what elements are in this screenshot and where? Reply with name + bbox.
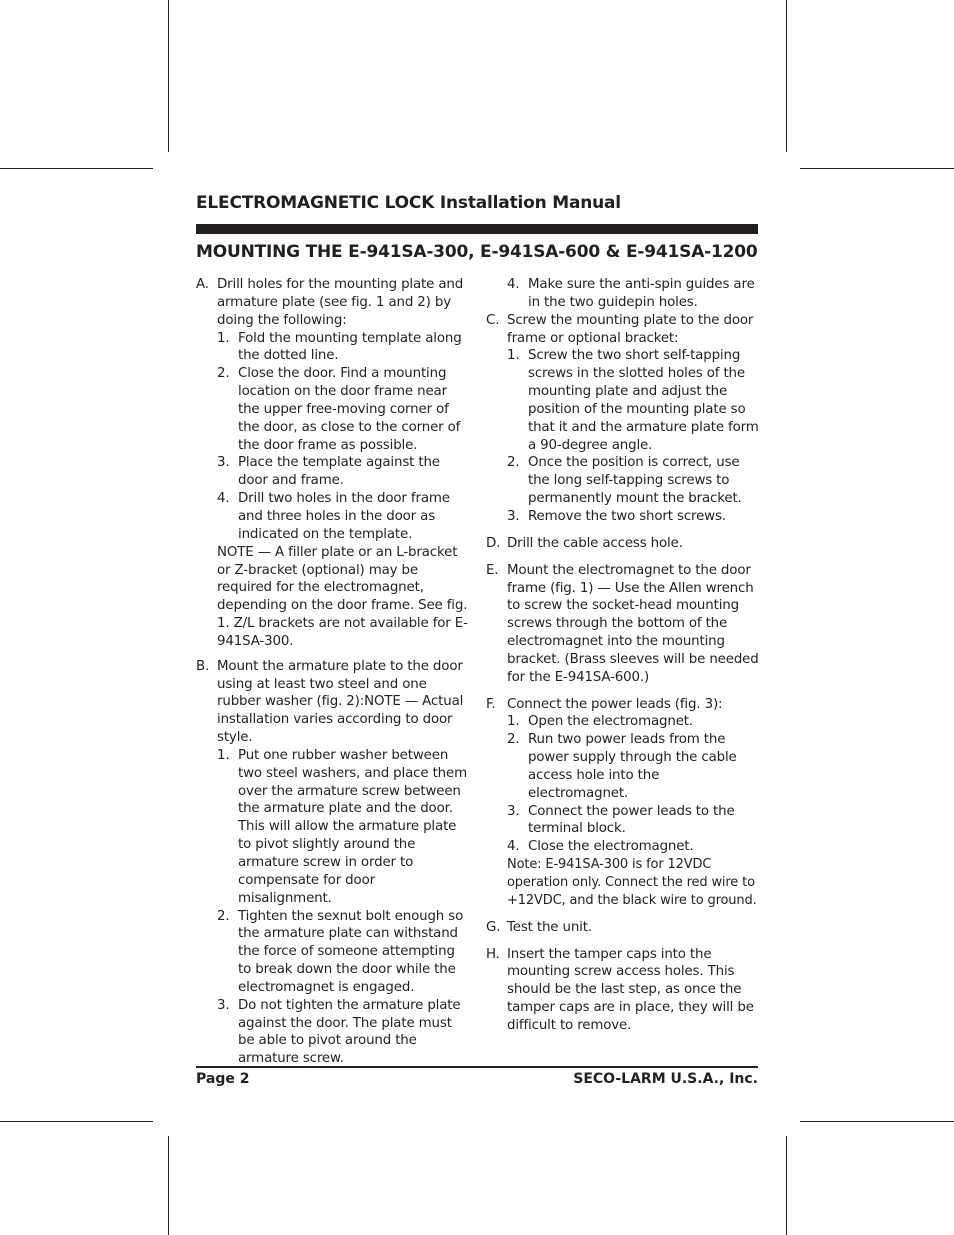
substep-label: 3. bbox=[217, 997, 230, 1013]
step-label: C. bbox=[486, 312, 500, 328]
substep-text: Close the electromagnet. bbox=[528, 839, 694, 855]
step-text: Insert the tamper caps into the mounting screw access holes. This should be the last step, as once the tamper caps are in place, they will be difficult to remove. bbox=[507, 946, 754, 1033]
step-text: Drill holes for the mounting plate and armature plate (see fig. 1 and 2) by doing the following: bbox=[217, 277, 464, 328]
substep-label: 2. bbox=[507, 455, 520, 471]
substep-label: 1. bbox=[217, 747, 230, 763]
crop-mark bbox=[168, 0, 169, 152]
crop-mark bbox=[786, 1136, 787, 1235]
substep bbox=[507, 347, 760, 454]
substep-text: Close the door. Find a mounting location on the door frame near the upper free-moving corner of the door, as close to the corner of the door frame as possible. bbox=[238, 366, 461, 453]
substep-label: 2. bbox=[217, 366, 230, 382]
step-d bbox=[486, 535, 760, 553]
substep bbox=[217, 330, 472, 366]
step-label: A. bbox=[196, 277, 209, 292]
substep-label: 2. bbox=[217, 908, 230, 924]
step-text: Mount the electromagnet to the door frame (fig. 1) — Use the Allen wrench to screw the socket-head mounting screws through the bottom of the electromagnet into the mounting bracket. (Brass sleeves will be needed for the E-941SA-600.) bbox=[507, 562, 759, 685]
step-f bbox=[486, 696, 760, 910]
step-label: F. bbox=[486, 696, 496, 712]
substep bbox=[507, 454, 760, 508]
substep-text: Tighten the sexnut bolt enough so the armature plate can withstand the force of someone attempting to break down the door while the electromagnet is engaged. bbox=[238, 908, 464, 995]
crop-mark bbox=[168, 1136, 169, 1235]
step-label: E. bbox=[486, 562, 499, 578]
substep-text: Drill two holes in the door frame and three holes in the door as indicated on the template. bbox=[238, 491, 450, 542]
step-note: NOTE — A filler plate or an L-bracket or Z-bracket (optional) may be required for the electromagnet, depending on the door frame. See fig. 1. Z/L brackets are not available for E-941SA-300. bbox=[217, 544, 468, 649]
step-e bbox=[486, 562, 760, 687]
step-text: Connect the power leads (fig. 3): bbox=[507, 696, 723, 712]
substep-label: 4. bbox=[217, 491, 230, 507]
footer-rule bbox=[196, 1066, 758, 1068]
substep bbox=[507, 508, 760, 526]
substep bbox=[217, 747, 472, 908]
substep bbox=[507, 838, 760, 856]
substep-text: Connect the power leads to the terminal block. bbox=[528, 803, 735, 837]
substep-label: 3. bbox=[217, 455, 230, 471]
substep bbox=[217, 454, 472, 490]
step-text: Drill the cable access hole. bbox=[507, 535, 683, 551]
substep bbox=[217, 490, 472, 544]
step-c bbox=[486, 312, 760, 526]
step-label: G. bbox=[486, 919, 501, 935]
step-text: Screw the mounting plate to the door frame or optional bracket: bbox=[507, 312, 754, 346]
substep-label: 3. bbox=[507, 803, 520, 819]
substep-label: 4. bbox=[507, 839, 520, 855]
substep bbox=[217, 908, 472, 997]
substep-label: 3. bbox=[507, 508, 520, 524]
left-column bbox=[196, 276, 472, 1068]
substep-label: 1. bbox=[217, 330, 230, 346]
page-number: Page 2 bbox=[196, 1071, 250, 1087]
substep bbox=[507, 731, 760, 802]
substep-text: Place the template against the door and frame. bbox=[238, 455, 440, 489]
substep-text: Screw the two short self-tapping screws in the slotted holes of the mounting plate and adjust the position of the mounting plate so that it and the armature plate form a 90-degree angle. bbox=[528, 348, 759, 453]
step-note: Note: E-941SA-300 is for 12VDC operation only. Connect the red wire to +12VDC, and the black wire to ground. bbox=[507, 857, 757, 908]
step-h bbox=[486, 946, 760, 1035]
company-name: SECO-LARM U.S.A., Inc. bbox=[573, 1071, 758, 1087]
substep-text: Put one rubber washer between two steel washers, and place them over the armature screw between the armature plate and the door. This will allow the armature plate to pivot slightly around the armature screw in order to compensate for door misalignment. bbox=[238, 747, 467, 906]
right-column bbox=[486, 276, 760, 1035]
section-title: MOUNTING THE E-941SA-300, E-941SA-600 & E-941SA-1200 bbox=[196, 242, 758, 262]
substep bbox=[507, 276, 760, 312]
step-label: D. bbox=[486, 535, 501, 551]
substep-text: Make sure the anti-spin guides are in the two guidepin holes. bbox=[528, 277, 755, 310]
crop-mark bbox=[800, 1121, 954, 1122]
step-a bbox=[196, 276, 472, 651]
substep bbox=[217, 365, 472, 454]
step-label: B. bbox=[196, 658, 210, 674]
substep-label: 2. bbox=[507, 732, 520, 748]
substep-text: Fold the mounting template along the dotted line. bbox=[238, 330, 462, 364]
manual-title: ELECTROMAGNETIC LOCK Installation Manual bbox=[196, 193, 621, 213]
step-b bbox=[196, 658, 472, 1068]
step-text: Mount the armature plate to the door using at least two steel and one rubber washer (fig. 2):NOTE — Actual installation varies according to door style. bbox=[217, 658, 464, 746]
substep-text: Once the position is correct, use the long self-tapping screws to permanently mount the bracket. bbox=[528, 455, 742, 507]
substep bbox=[507, 713, 760, 731]
substep-label: 1. bbox=[507, 714, 520, 730]
crop-mark bbox=[0, 1121, 153, 1122]
substep-text: Open the electromagnet. bbox=[528, 714, 693, 730]
substep-text: Do not tighten the armature plate against the door. The plate must be able to pivot around the armature screw. bbox=[238, 997, 461, 1067]
header-rule bbox=[196, 224, 758, 234]
substep bbox=[217, 997, 472, 1068]
substep-text: Remove the two short screws. bbox=[528, 508, 726, 524]
substep bbox=[507, 803, 760, 839]
substep-text: Run two power leads from the power supply through the cable access hole into the electromagnet. bbox=[528, 732, 737, 801]
substep-label: 1. bbox=[507, 348, 520, 364]
crop-mark bbox=[800, 168, 954, 169]
step-g bbox=[486, 919, 760, 937]
crop-mark bbox=[0, 168, 153, 169]
substep-label: 4. bbox=[507, 277, 520, 292]
step-text: Test the unit. bbox=[507, 919, 592, 935]
step-label: H. bbox=[486, 946, 500, 962]
crop-mark bbox=[786, 0, 787, 152]
step-b-continued bbox=[486, 276, 760, 312]
